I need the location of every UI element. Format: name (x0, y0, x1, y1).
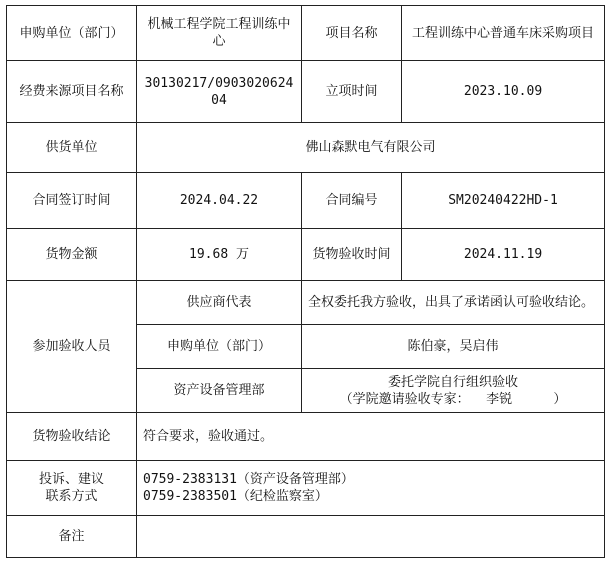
contact-line2: 0759-2383501（纪检监察室） (143, 489, 328, 504)
funding-source-value: 30130217/090302062404 (137, 61, 302, 123)
contract-date-label: 合同签订时间 (7, 173, 137, 229)
contact-label-line2: 联系方式 (45, 489, 98, 504)
contract-number-label: 合同编号 (302, 173, 402, 229)
dept-rep-label: 申购单位（部门） (137, 325, 302, 369)
supplier-value: 佛山森默电气有限公司 (137, 123, 605, 173)
acceptance-date-value: 2024.11.19 (402, 229, 605, 281)
contact-label-line1: 投诉、建议 (38, 472, 104, 487)
project-name-value: 工程训练中心普通车床采购项目 (402, 6, 605, 61)
row-applicant (7, 6, 605, 61)
acceptance-form-table (6, 5, 605, 558)
applicant-dept-label: 申购单位（部门） (7, 6, 137, 61)
row-supplier (7, 123, 605, 173)
row-conclusion (7, 413, 605, 461)
asset-dept-value (302, 369, 605, 413)
supplier-label: 供货单位 (7, 123, 137, 173)
remarks-value (137, 516, 605, 558)
dept-rep-value: 陈伯豪，吴启伟 (302, 325, 605, 369)
row-funding (7, 61, 605, 123)
supplier-rep-value: 全权委托我方验收，出具了承诺函认可验收结论。 (302, 281, 605, 325)
row-contract (7, 173, 605, 229)
row-remarks (7, 516, 605, 558)
funding-source-label: 经费来源项目名称 (7, 61, 137, 123)
remarks-label: 备注 (7, 516, 137, 558)
goods-amount-value: 19.68 万 (137, 229, 302, 281)
contact-label (7, 461, 137, 516)
conclusion-label: 货物验收结论 (7, 413, 137, 461)
acceptance-date-label: 货物验收时间 (302, 229, 402, 281)
asset-dept-value-line1: 委托学院自行组织验收 (388, 374, 519, 390)
goods-amount-label: 货物金额 (7, 229, 137, 281)
row-acceptance-supplier (7, 281, 605, 325)
acceptance-members-label: 参加验收人员 (7, 281, 137, 413)
conclusion-value: 符合要求，验收通过。 (137, 413, 605, 461)
applicant-dept-value: 机械工程学院工程训练中心 (137, 6, 302, 61)
row-amount (7, 229, 605, 281)
contact-value (137, 461, 605, 516)
asset-dept-label: 资产设备管理部 (137, 369, 302, 413)
contact-line1: 0759-2383131（资产设备管理部） (143, 472, 354, 487)
asset-dept-value-line2: （学院邀请验收专家： 李锐 ） (339, 391, 567, 407)
approval-date-value: 2023.10.09 (402, 61, 605, 123)
project-name-label: 项目名称 (302, 6, 402, 61)
row-contact (7, 461, 605, 516)
approval-date-label: 立项时间 (302, 61, 402, 123)
contract-date-value: 2024.04.22 (137, 173, 302, 229)
contract-number-value: SM20240422HD-1 (402, 173, 605, 229)
supplier-rep-label: 供应商代表 (137, 281, 302, 325)
